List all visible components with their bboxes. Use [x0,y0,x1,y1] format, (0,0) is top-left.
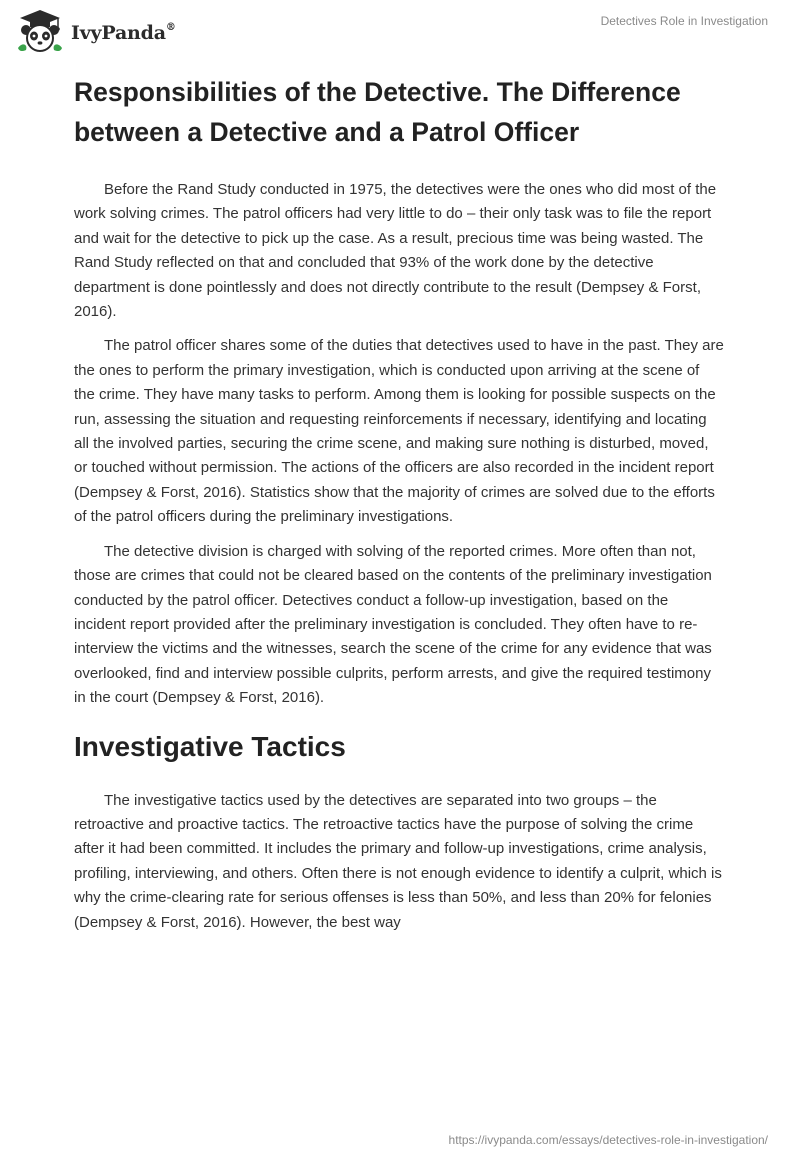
ivypanda-logo[interactable] [14,8,176,54]
logo-wordmark [71,22,176,44]
page-header [0,0,800,60]
logo-text: IvyPanda [71,22,166,44]
section-heading: Investigative Tactics [74,730,346,762]
panda-graduate-icon [14,8,66,54]
source-url[interactable]: https://ivypanda.com/essays/detectives-role-in-investigation/ [448,1133,768,1147]
paragraph-2: The patrol officer shares some of the duties that detectives used to have in the past. They are the ones to perform the primary investigation, which is conducted upon arriving at the scene of the crime. They have many tasks to perform. Among them is looking for possible suspects on the run, assessing the situation and requesting reinforcements if necessary, identifying and locating all the involved parties, securing the crime scene, and making sure nothing is disturbed, moved, or touched without permission. The actions of the officers are also recorded in the incident report (Dempsey & Forst, 2016). Statistics show that the majority of crimes are solved due to the efforts of the patrol officers during the preliminary investigations. [74,337,724,526]
running-title: Detectives Role in Investigation [600,14,768,28]
registered-mark: ® [165,21,176,33]
page-title: Responsibilities of the Detective. The Difference between a Detective and a Patrol Officer [74,77,681,147]
paragraph-3: The detective division is charged with solving of the reported crimes. More often than not, those are crimes that could not be cleared based on the contents of the preliminary investigation conducted by the patrol officer. Detectives conduct a follow-up investigation, based on the incident report provided after the preliminary investigation is concluded. They often have to re-interview the victims and the witnesses, search the scene of the crime for any evidence that was overlooked, find and interview possible culprits, perform arrests, and give the required testimony in the court (Dempsey & Forst, 2016). [74,542,712,707]
paragraph-1: Before the Rand Study conducted in 1975, the detectives were the ones who did most of the work solving crimes. The patrol officers had very little to do – their only task was to file the report and wait for the detective to pick up the case. As a result, precious time was being wasted. The Rand Study reflected on that and concluded that 93% of the work done by the detective department is done pointlessly and does not directly contribute to the result (Dempsey & Forst, 2016). [74,181,717,321]
paragraph-4: The investigative tactics used by the detectives are separated into two groups – the retroactive and proactive tactics. The retroactive tactics have the purpose of solving the crime after it had been committed. It includes the primary and follow-up investigations, crime analysis, profiling, interviewing, and others. Often there is not enough evidence to identify a culprit, which is why the crime-clearing rate for serious offenses is less than 50%, and less than 20% for felonies (Dempsey & Forst, 2016). However, the best way [74,791,722,931]
essay-content [74,72,724,935]
